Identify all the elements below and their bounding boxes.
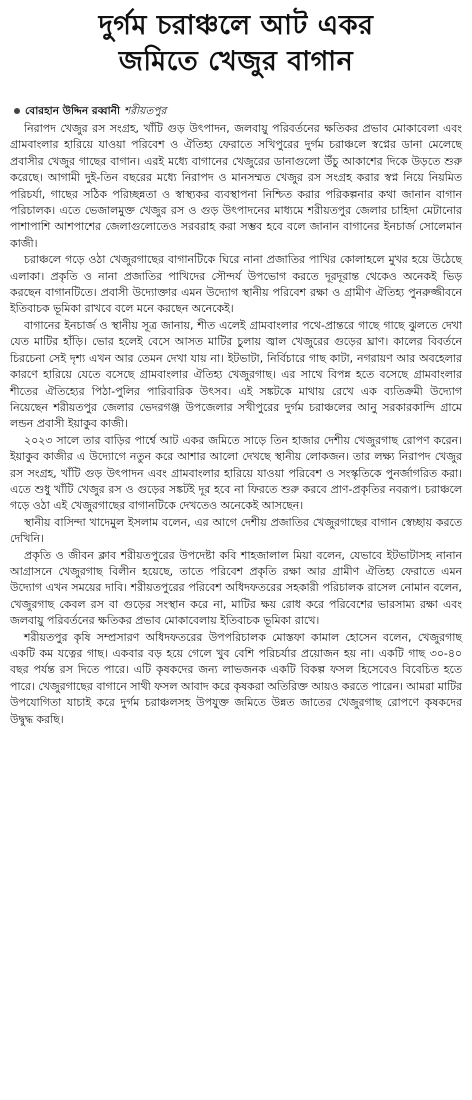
headline-line-1: দুর্গম চরাঞ্চলে আট একর (98, 10, 374, 41)
article-paragraph: বাগানের ইনচার্জ ও স্থানীয় সূত্র জানায়, শীত এলেই গ্রামবাংলার পথে-প্রান্তরে গাছে গাছে ঝুলতে দেখা যেত মাটির হাঁড়ি। ভোর হলেই বেসে আসত মাটির চুলায় জ্বাল খেজুরের গুড়ের ঘ্রাণ। কালের বিবর্তনে চিরচেনা সেই দৃশ্য এখন আর তেমন দেখা যায় না। ইটভাটা, নির্বিচারে গাছ কাটা, নগরায়ণ আর অবহেলার কারণে হারিয়ে যেতে বসেছে গ্রামবাংলার ঐতিহ্য খেজুরগাছ। এর সাথে বিপন্ন হতে বসেছে গ্রামবাংলার শীতের ঐতিহ্যের পিঠা-পুলির পারিবারিক উৎসব। এই সঙ্কটকে মাথায় রেখে এক ব্যতিক্রমী উদ্যোগ নিয়েছেন শরীয়তপুর জেলার ভেদরগঞ্জ উপজেলার সখীপুরের দুর্গম চরাঞ্চলের আনু সরকারকান্দি গ্রামে লন্ডন প্রবাসী ইয়াকুব কাজী। (10, 318, 462, 431)
article-paragraph: নিরাপদ খেজুর রস সংগ্রহ, খাঁটি গুড় উৎপাদন, জলবায়ু পরিবর্তনের ক্ষতিকর প্রভাব মোকাবেলা এবং গ্রামবাংলার হারিয়ে যাওয়া পরিবেশ ও ঐতিহ্য ফেরাতে সখিপুরের দুর্গম চরাঞ্চলে স্বপ্নের ডানা মেলেছে প্রবাসীর খেজুর গাছের বাগান। এরই মধ্যে বাগানের খেজুরের ডানাগুলো উঁচু আকাশের দিকে উড়তে শুরু করেছে। আগামী দুই-তিন বছরের মধ্যে নিরাপদ ও মানসম্মত খেজুর রস সংগ্রহ করার স্বপ্ন নিয়ে নিয়মিত পরিচর্যা, গাছের সঠিক পরিচ্ছন্নতা ও স্বাস্থ্যকর ব্যবস্থাপনা নিশ্চিত করার পরিকল্পনার কথা জানান বাগান পরিচালক। এতে ভেজালমুক্ত খেজুর রস ও গুড় উৎপাদনের মাধ্যমে শরীয়তপুর জেলার চাহিদা মেটানোর পাশাপাশি আশপাশের জেলাগুলোতেও সরবরাহ করা সম্ভব হবে বলে জানান বাগানের ইনচার্জ সোলেমান কাজী। (10, 122, 462, 250)
article-paragraph: স্থানীয় বাসিন্দা খাদেমুল ইসলাম বলেন, এর আগে দেশীয় প্রজাতির খেজুরগাছের বাগান স্বেচ্ছায় করতে দেখিনি। (10, 515, 462, 546)
byline-author: বোরহান উদ্দিন রব্বানী (25, 105, 120, 117)
article-paragraph: প্রকৃতি ও জীবন ক্লাব শরীয়তপুরের উপদেষ্টা কবি শাহজালাল মিয়া বলেন, যেভাবে ইটভাটাসহ নানান আগ্রাসনে খেজুরগাছ বিলীন হয়েছে, তাতে পরিবেশ প্রকৃতি রক্ষা আর গ্রামীণ ঐতিহ্য ফেরাতে এমন উদ্যোগ এখন সময়ের দাবি। শরীয়তপুরের পরিবেশ অধিদফতরের সহকারী পরিচালক রাসেল নোমান বলেন, খেজুরগাছ কেবল রস বা গুড়ের সংস্থান করে না, মাটির ক্ষয় রোধ করে পরিবেশের ভারসাম্য রক্ষা এবং জলবায়ু পরিবর্তনের ক্ষতিকর প্রভাব মোকাবেলায় ইতিবাচক ভূমিকা রাখে। (10, 548, 462, 628)
article-paragraph: শরীয়তপুর কৃষি সম্প্রসারণ অধিদফতরের উপপরিচালক মোস্তফা কামাল হোসেন বলেন, খেজুরগাছ একটি কম যত্নের গাছ। একবার বড় হয়ে গেলে খুব বেশি পরিচর্যার প্রয়োজন হয় না। একটি গাছ ৩০-৪০ বছর পর্যন্ত রস দিতে পারে। এটি কৃষকদের জন্য লাভজনক একটি বিকল্প ফসল হিসেবেও বিবেচিত হতে পারে। খেজুরগাছের বাগানে সাথী ফসল আবাদ করে কৃষকরা অতিরিক্ত আয়ও করতে পারেন। আমরা মাটির উপযোগিতা যাচাই করে দুর্গম চরাঞ্চলসহ উপযুক্ত জমিতে উন্নত জাতের খেজুরগাছ রোপণে কৃষকদের উদ্বুদ্ধ করছি। (10, 630, 462, 726)
byline (14, 104, 462, 118)
article-paragraph: চরাঞ্চলে গড়ে ওঠা খেজুরগাছের বাগানটিকে ঘিরে নানা প্রজাতির পাখির কোলাহলে মুখর হয়ে উঠেছে এলাকা। প্রকৃতি ও নানা প্রজাতির পাখিদের সৌন্দর্য উপভোগ করতে দূরদূরান্ত থেকেও অনেকই ভিড় করছেন বাগানটিতে। প্রবাসী উদ্যোক্তার এমন উদ্যোগ স্থানীয় পরিবেশ রক্ষা ও গ্রামীণ ঐতিহ্য পুনরুজ্জীবনে ইতিবাচক ভূমিকা রাখবে বলে মনে করছেন অনেকেই। (10, 253, 462, 316)
article-paragraph: ২০২৩ সালে তার বাড়ির পার্শ্বে আট একর জমিতে সাড়ে তিন হাজার দেশীয় খেজুরগাছ রোপণ করেন। ইয়াকুব কাজীর এ উদ্যোগে নতুন করে আশার আলো দেখছে স্থানীয় লোকজন। তার লক্ষ্য নিরাপদ খেজুর রস সংগ্রহ, খাঁটি গুড় উৎপাদন এবং গ্রামবাংলার হারিয়ে যাওয়া পরিবেশ ও সংস্কৃতিকে পুনর্জাগরিত করা। এতে শুধু খাঁটি খেজুর রস ও গুড়ের সঙ্কটই দূর হবে না ফিরতে শুরু করবে প্রাণ-প্রকৃতির নবরূপ। চরাঞ্চলে গড়ে ওঠা এই খেজুরগাছের বাগানটিকে দেখতেও অনেকেই আসছেন। (10, 433, 462, 513)
headline-line-2: জমিতে খেজুর বাগান (118, 46, 354, 77)
article-body (10, 121, 462, 728)
headline (10, 8, 462, 80)
byline-location: শরীয়তপুর (124, 105, 167, 117)
bullet-icon (14, 108, 20, 114)
